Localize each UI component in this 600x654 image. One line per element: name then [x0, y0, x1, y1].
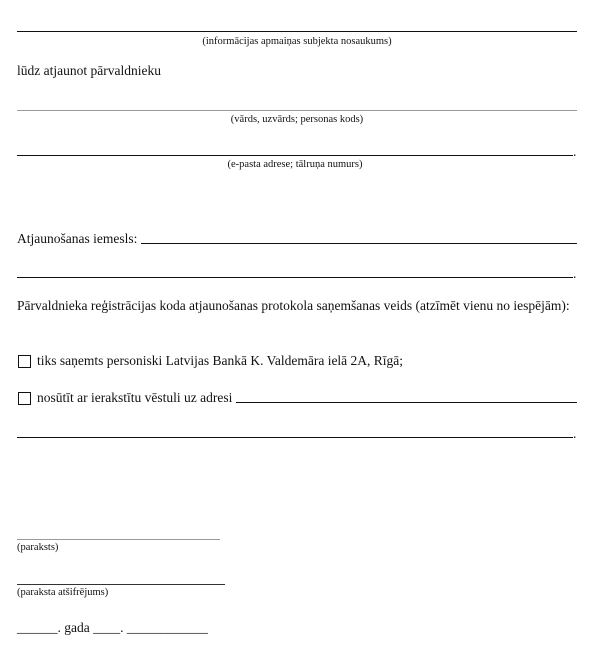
name-caption: (vārds, uzvārds; personas kods) — [230, 114, 364, 125]
delivery-question: Pārvaldnieka reģistrācijas koda atjaunošanas protokola saņemšanas veids (atzīmēt vienu no iespējām): — [17, 298, 570, 313]
option-mail-row — [37, 390, 577, 406]
reason-second-underline — [17, 277, 573, 278]
subject-name-underline — [17, 31, 577, 32]
reason-row — [17, 231, 577, 247]
signature-decode-underline — [17, 584, 225, 585]
contact-underline — [17, 155, 573, 156]
name-underline — [17, 110, 577, 111]
option-personal-checkbox[interactable] — [18, 355, 31, 368]
reason-line-period: . — [573, 266, 577, 281]
date-line: ______. gada ____. ____________ — [17, 620, 208, 635]
address-fill-line — [236, 401, 577, 403]
signature-underline — [17, 539, 220, 540]
option-mail-checkbox[interactable] — [18, 392, 31, 405]
option-personal-label: tiks saņemts personiski Latvijas Bankā K. Valdemāra ielā 2A, Rīgā; — [37, 353, 404, 368]
option-mail-label: nosūtīt ar ierakstītu vēstuli uz adresi — [37, 390, 233, 405]
address-line-period: . — [573, 426, 577, 441]
contact-line-period: . — [573, 144, 577, 159]
signature-decode-caption: (paraksta atšifrējums) — [17, 587, 109, 598]
signature-caption: (paraksts) — [17, 542, 59, 553]
contact-caption: (e-pasta adrese; tālruņa numurs) — [227, 159, 363, 170]
subject-name-caption: (informācijas apmaiņas subjekta nosaukums) — [202, 36, 392, 47]
request-text: lūdz atjaunot pārvaldnieku — [17, 63, 161, 78]
reason-fill-line — [141, 242, 577, 244]
reason-label: Atjaunošanas iemesls: — [17, 231, 138, 246]
address-second-underline — [17, 437, 573, 438]
